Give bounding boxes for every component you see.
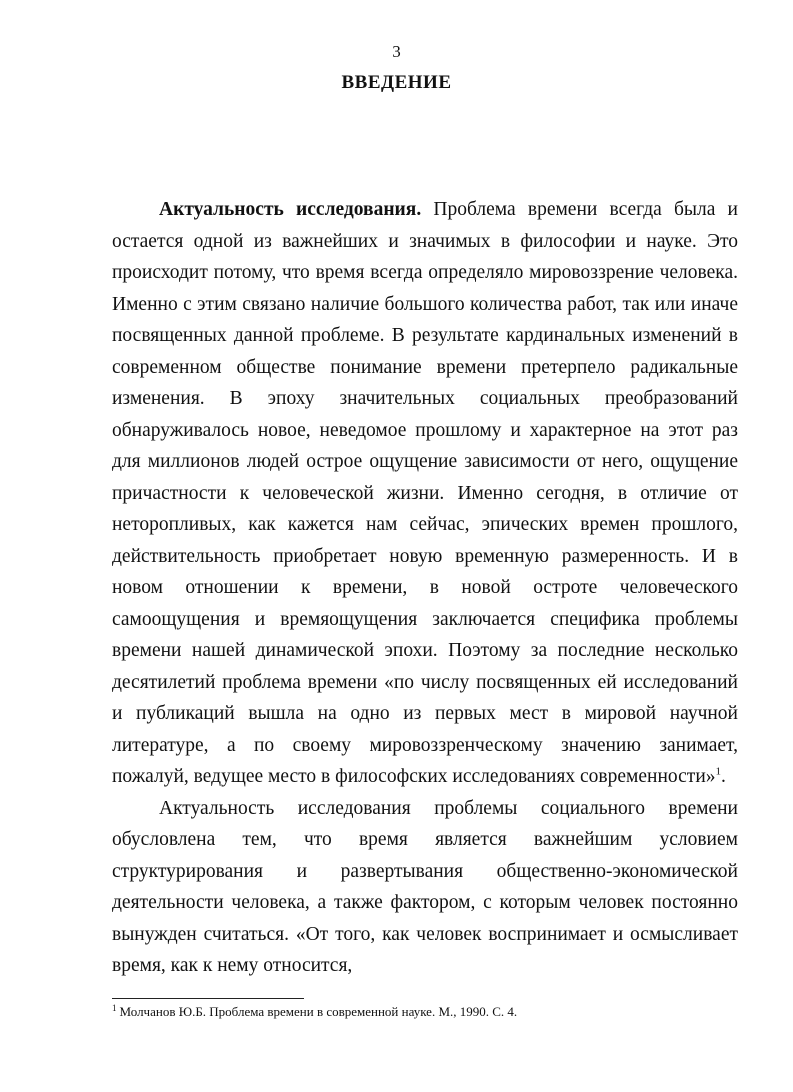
paragraph-text: Актуальность исследования проблемы социального времени обусловлена тем, что время является важнейшим условием структурирования и развертывания общественно-экономической деятельности человека, а также фактором, с которым человек постоянно вынужден считаться. «От того, как человек воспринимает и осмысливает время, как к нему относится, xyxy=(112,797,738,976)
paragraph-relevance xyxy=(112,194,738,793)
paragraph-lead: Актуальность исследования. xyxy=(159,199,422,220)
section-heading: ВВЕДЕНИЕ xyxy=(341,72,452,93)
footnote-divider xyxy=(112,998,304,999)
footnote-marker: 1 xyxy=(112,1002,117,1013)
footnote xyxy=(112,1003,738,1021)
footnote-reference[interactable]: 1 xyxy=(715,765,722,778)
paragraph-text: Проблема времени всегда была и остается одной из важнейших и значимых в философии и науке. Это происходит потому, что время всегда определяло мировоззрение человека. Именно с этим связано наличие большого количества работ, так или иначе посвященных данной проблеме. В результате кардинальных изменений в современном обществе понимание времени претерпело радикальные изменения. В эпоху значительных социальных преобразований обнаруживалось новое, неведомое прошлому и характерное на этот раз для миллионов людей острое ощущение зависимости от него, ощущение причастности к человеческой жизни. Именно сегодня, в отличие от неторопливых, как кажется нам сейчас, эпических времен прошлого, действительность приобретает новую временную размеренность. И в новом отношении к времени, в новой остроте человеческого самоощущения и времяощущения заключается специфика проблемы времени нашей динамической эпохи. Поэтому за последние несколько десятилетий проблема времени «по числу посвященных ей исследований и публикаций вышла на одно из первых мест в мировой научной литературе, а по своему мировоззренческому значению занимает, пожалуй, ведущее место в философских исследованиях современности» xyxy=(112,199,738,787)
footnote-text: Молчанов Ю.Б. Проблема времени в современной науке. М., 1990. С. 4. xyxy=(119,1004,518,1019)
paragraph-social-time xyxy=(112,793,738,982)
page-number: 3 xyxy=(392,42,401,61)
body-text xyxy=(112,194,738,982)
paragraph-tail: . xyxy=(721,766,726,787)
